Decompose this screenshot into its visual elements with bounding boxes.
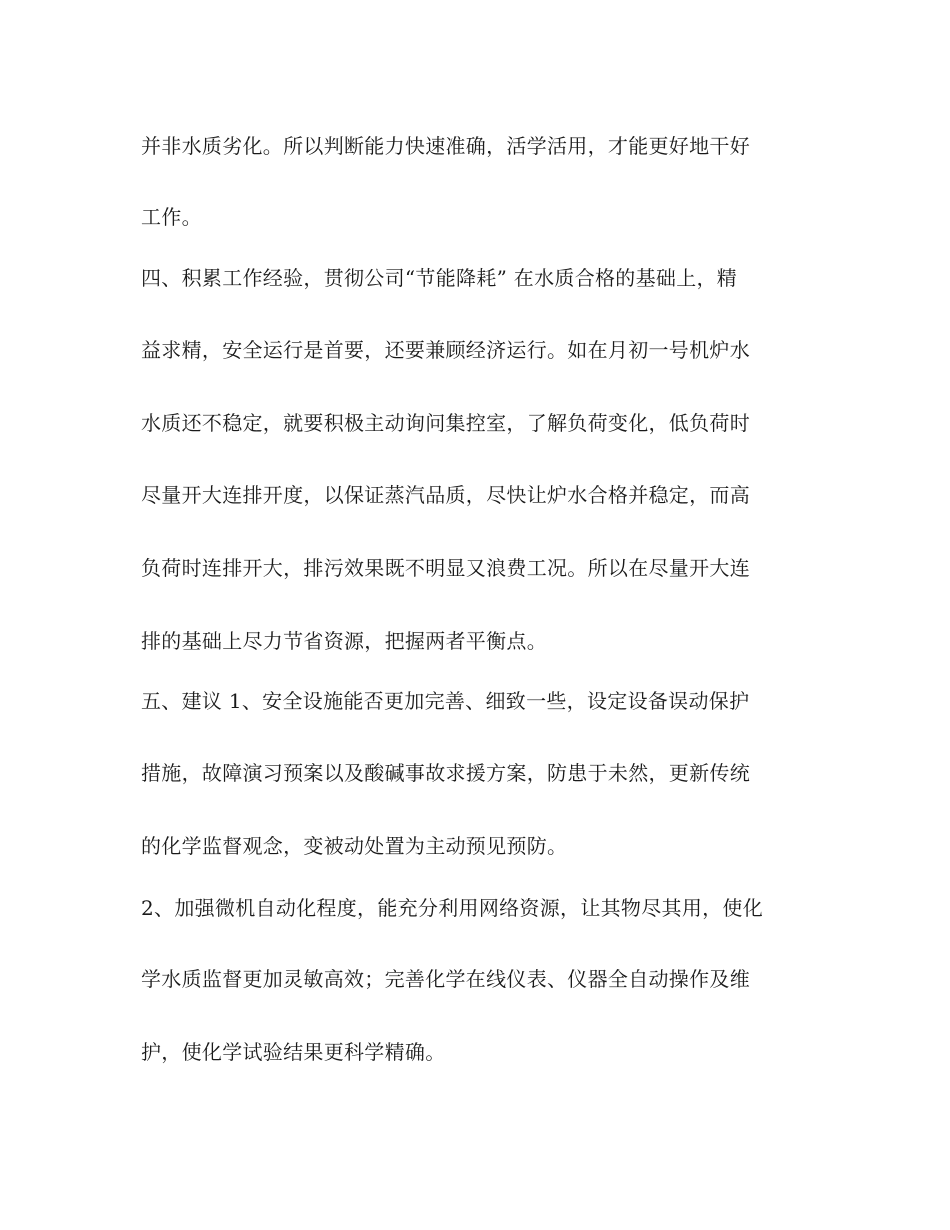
- text-line: 排的基础上尽力节省资源，把握两者平衡点。: [141, 629, 547, 653]
- text-line: 四、积累工作经验，贯彻公司“节能降耗” 在水质合格的基础上，精: [141, 266, 738, 290]
- text-line: 工作。: [141, 205, 202, 229]
- text-line: 益求精，安全运行是首要，还要兼顾经济运行。如在月初一号机炉水: [141, 338, 750, 362]
- text-line: 2、加强微机自动化程度，能充分利用网络资源，让其物尽其用，使化: [141, 896, 764, 920]
- text-line: 学水质监督更加灵敏高效；完善化学在线仪表、仪器全自动操作及维: [141, 967, 750, 991]
- text-line: 尽量开大连排开度，以保证蒸汽品质，尽快让炉水合格并稳定，而高: [141, 483, 750, 507]
- text-line: 水质还不稳定，就要积极主动询问集控室，了解负荷变化，低负荷时: [141, 411, 750, 435]
- text-line: 护，使化学试验结果更科学精确。: [141, 1040, 446, 1064]
- text-line: 措施，故障演习预案以及酸碱事故求援方案，防患于未然，更新传统: [141, 761, 750, 785]
- text-line: 并非水质劣化。所以判断能力快速准确，活学活用，才能更好地干好: [141, 134, 750, 158]
- text-line: 的化学监督观念，变被动处置为主动预见预防。: [141, 834, 568, 858]
- text-line: 五、建议 1、安全设施能否更加完善、细致一些，设定设备误动保护: [141, 689, 750, 713]
- text-line: 负荷时连排开大，排污效果既不明显又浪费工况。所以在尽量开大连: [141, 556, 750, 580]
